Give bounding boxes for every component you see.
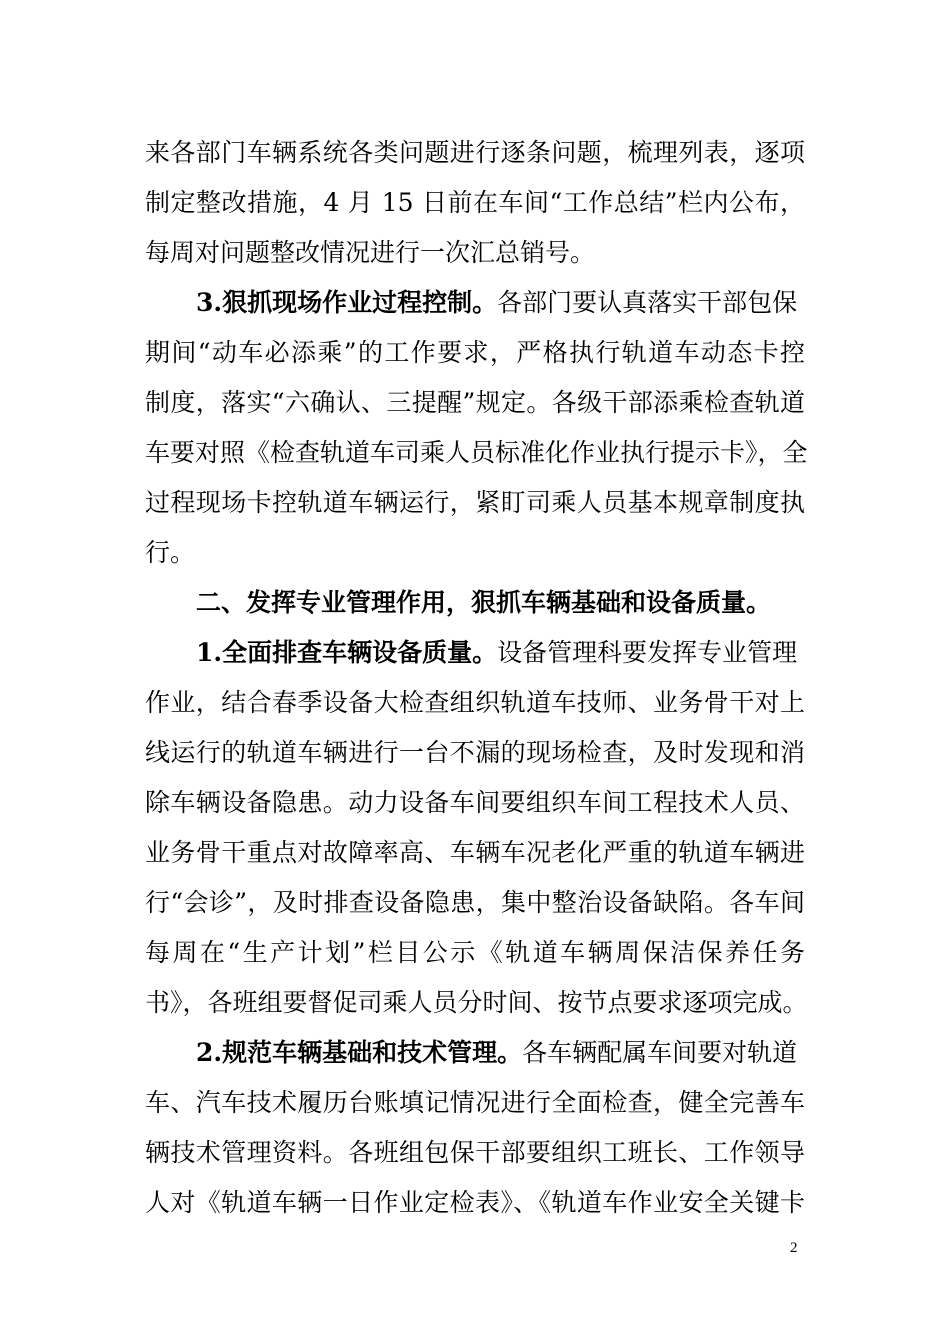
text-line-7: 车要对照《检查轨道车司乘人员标准化作业执行提示卡》，全 — [145, 438, 808, 467]
text-line-5: 期间“动车必添乘”的工作要求，严格执行轨道车动态卡控 — [145, 338, 805, 367]
text-line-13: 线运行的轨道车辆进行一台不漏的现场检查，及时发现和消 — [145, 738, 805, 767]
text-line-17: 每周在“生产计划”栏目公示《轨道车辆周保洁保养任务 — [145, 938, 805, 967]
text-line-14: 除车辆设备隐患。动力设备车间要组织车间工程技术人员、 — [145, 788, 805, 817]
text-line-3: 每周对问题整改情况进行一次汇总销号。 — [145, 238, 596, 267]
section-heading-3: 3.狠抓现场作业过程控制。 — [196, 288, 498, 317]
section-heading-2: 2.规范车辆基础和技术管理。 — [196, 1038, 523, 1067]
section-heading-1: 1.全面排查车辆设备质量。 — [196, 638, 498, 667]
text-line-16: 行“会诊”，及时排查设备隐患，集中整治设备缺陷。各车间 — [145, 888, 805, 917]
text-line-15: 业务骨干重点对故障率高、车辆车况老化严重的轨道车辆进 — [145, 838, 805, 867]
text-line-18: 书》，各班组要督促司乘人员分时间、按节点要求逐项完成。 — [145, 988, 808, 1017]
text-line-6: 制度，落实“六确认、三提醒”规定。各级干部添乘检查轨道 — [145, 388, 805, 417]
text-line-22: 人对《轨道车辆一日作业定检表》、《轨道车作业安全关键卡 — [145, 1188, 805, 1217]
text-line-12: 作业，结合春季设备大检查组织轨道车技师、业务骨干对上 — [145, 688, 805, 717]
text-line-2: 制定整改措施，4 月 15 日前在车间“工作总结”栏内公布， — [145, 188, 805, 217]
text-line-9: 行。 — [145, 538, 196, 567]
text-line-8: 过程现场卡控轨道车辆运行，紧盯司乘人员基本规章制度执 — [145, 488, 805, 517]
text-line-11: 1.全面排查车辆设备质量。设备管理科要发挥专业管理 — [196, 638, 798, 667]
text-line-19: 2.规范车辆基础和技术管理。各车辆配属车间要对轨道 — [196, 1038, 798, 1067]
text-line-20: 车、汽车技术履历台账填记情况进行全面检查，健全完善车 — [145, 1088, 805, 1117]
page-number: 2 — [790, 1240, 798, 1256]
text-line-1: 来各部门车辆系统各类问题进行逐条问题，梳理列表，逐项 — [145, 138, 805, 167]
text-line-4: 3.狠抓现场作业过程控制。各部门要认真落实干部包保 — [196, 288, 798, 317]
text-line-21: 辆技术管理资料。各班组包保干部要组织工班长、工作领导 — [145, 1138, 805, 1167]
chapter-heading-2: 二、发挥专业管理作用，狠抓车辆基础和设备质量。 — [196, 588, 772, 617]
